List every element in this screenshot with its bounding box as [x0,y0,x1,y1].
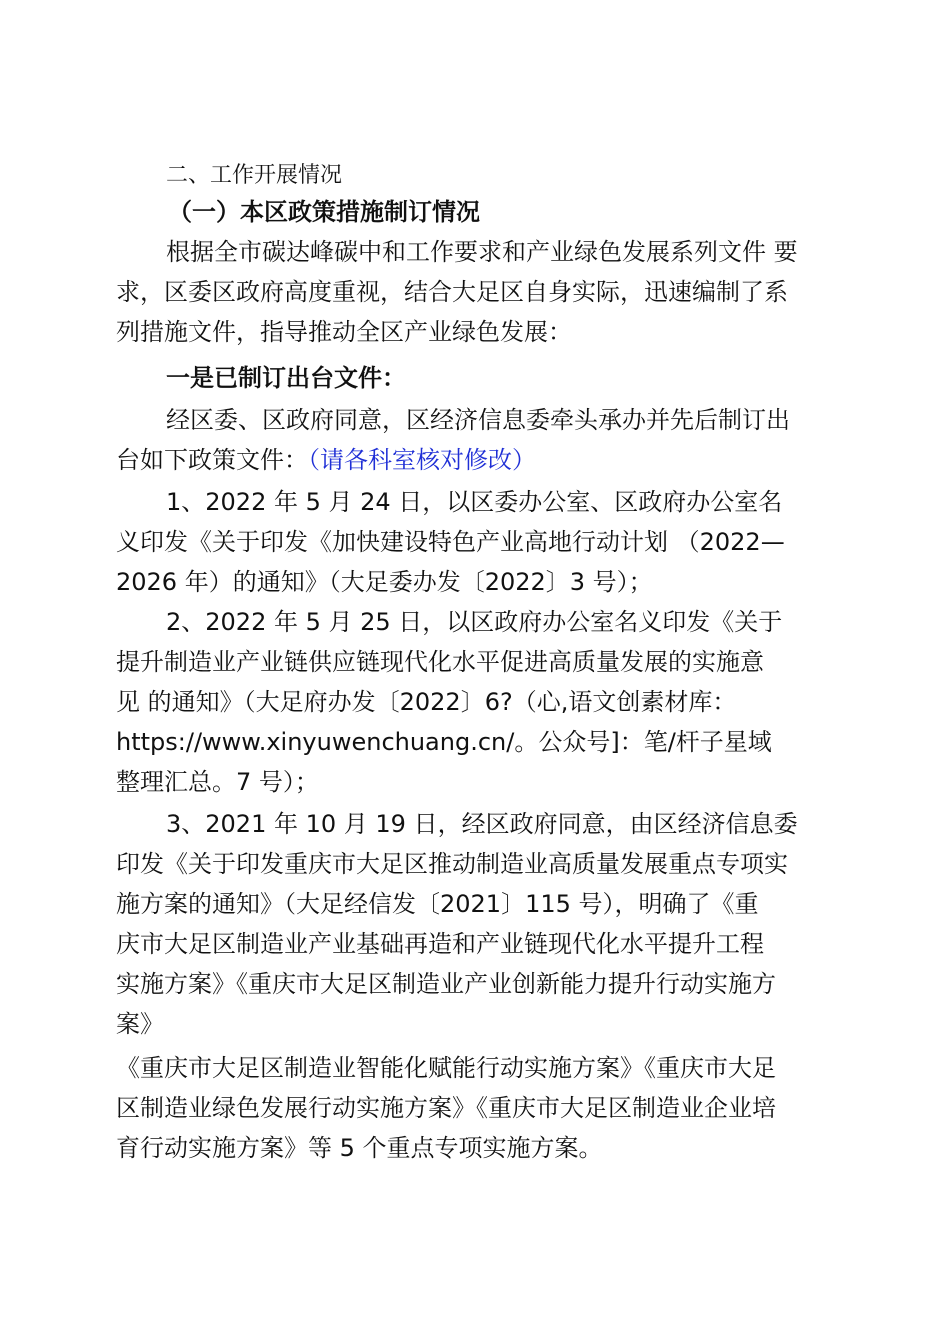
item3-line-9: 育行动实施方案》等 5 个重点专项实施方案。 [116,1134,603,1162]
item2-line-3: 见 的通知》（大足府办发〔2022〕6?（心,语文创素材库： [116,688,737,716]
section-title: 二、工作开展情况 [166,163,343,188]
item1-line-1: 1、2022 年 5 月 24 日，以区委办公室、区政府办公室名 [166,488,783,516]
lead-line-2 [116,440,536,475]
item2-line-5: 整理汇总。7 号）； [116,768,319,796]
intro-line-3: 列措施文件，指导推动全区产业绿色发展： [116,318,572,346]
intro-line-1: 根据全市碳达峰碳中和工作要求和产业绿色发展系列文件 要 [166,238,798,266]
item3-line-3: 施方案的通知》（大足经信发〔2021〕115 号），明确了《重 [116,890,759,918]
item1-line-3: 2026 年）的通知》（大足委办发〔2022〕3 号）； [116,568,653,596]
item3-line-6: 案》 [116,1010,164,1038]
lead-line-1: 经区委、区政府同意，区经济信息委牵头承办并先后制订出 [166,406,790,434]
item3-line-4: 庆市大足区制造业产业基础再造和产业链现代化水平提升工程 [116,930,764,958]
item3-line-5: 实施方案》《重庆市大足区制造业产业创新能力提升行动实施方 [116,970,776,998]
subsection-title: （一）本区政策措施制订情况 [168,198,480,226]
lead-note: （请各科室核对修改） [308,446,536,474]
item2-line-1: 2、2022 年 5 月 25 日，以区政府办公室名义印发《关于 [166,608,783,636]
lead-text: 台如下政策文件： [116,446,308,474]
item3-line-8: 区制造业绿色发展行动实施方案》《重庆市大足区制造业企业培 [116,1094,776,1122]
item2-line-4: https://www.xinyuwenchuang.cn/。公众号]：笔/杆子星域 [116,728,772,756]
item3-line-7: 《重庆市大足区制造业智能化赋能行动实施方案》《重庆市大足 [116,1054,776,1082]
intro-line-2: 求，区委区政府高度重视，结合大足区自身实际，迅速编制了系 [116,278,788,306]
item3-line-1: 3、2021 年 10 月 19 日，经区政府同意，由区经济信息委 [166,810,798,838]
item3-line-2: 印发《关于印发重庆市大足区推动制造业高质量发展重点专项实 [116,850,788,878]
item-heading: 一是已制订出台文件： [166,364,406,392]
item1-line-2: 义印发《关于印发《加快建设特色产业高地行动计划 （2022— [116,528,785,556]
item2-line-2: 提升制造业产业链供应链现代化水平促进高质量发展的实施意 [116,648,764,676]
